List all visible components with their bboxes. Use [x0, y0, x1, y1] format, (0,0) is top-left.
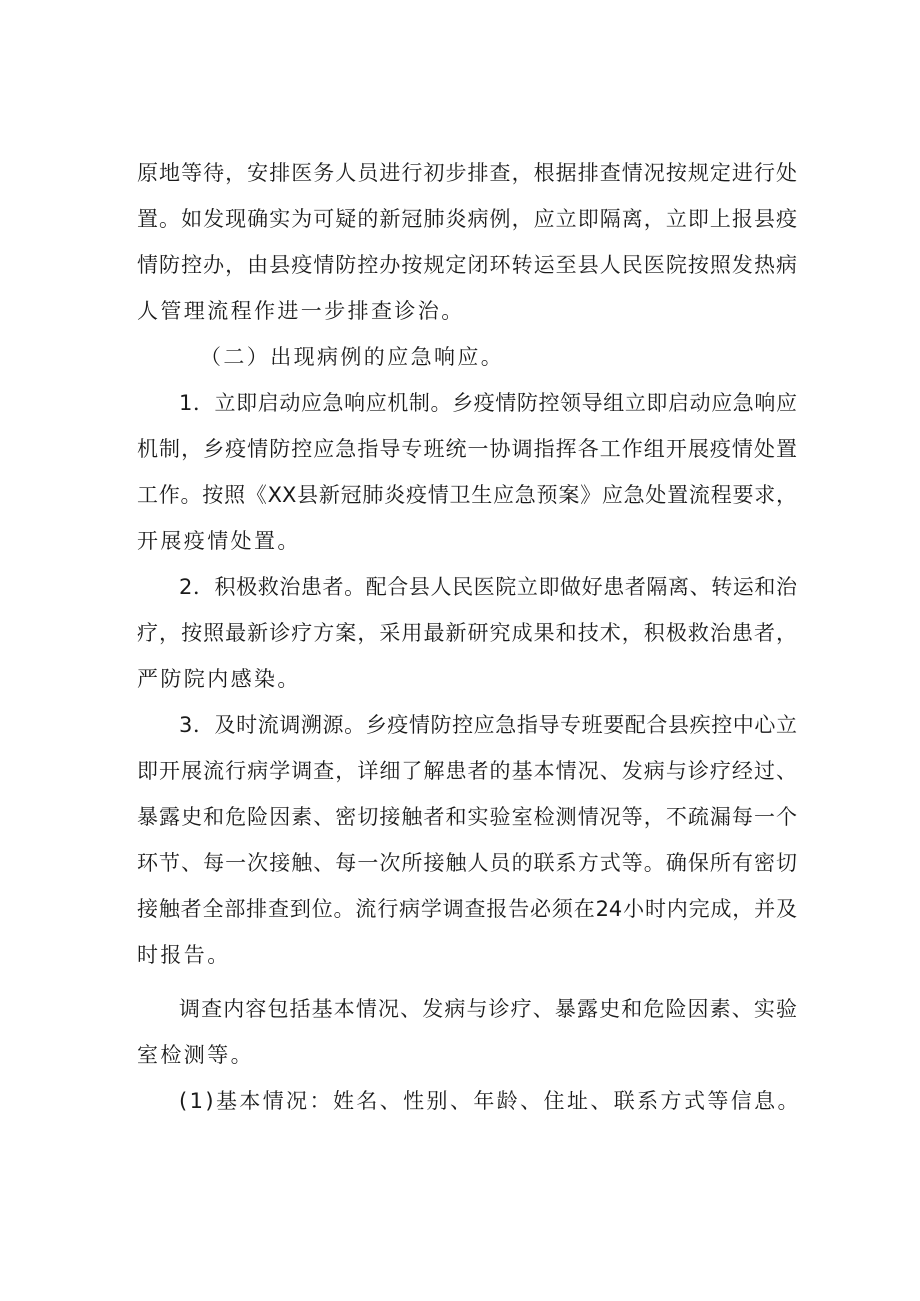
- paragraph-5-line-3: 暴露史和危险因素、密切接触者和实验室检测情况等，不疏漏每一个: [137, 805, 797, 829]
- paragraph-4-line-2: 疗，按照最新诊疗方案，采用最新研究成果和技术，积极救治患者，: [137, 621, 797, 645]
- paragraph-1-line-3: 情防控办，由县疫情防控办按规定闭环转运至县人民医院按照发热病: [137, 253, 797, 277]
- paragraph-3-line-3: 工作。按照《XX县新冠肺炎疫情卫生应急预案》应急处置流程要求，: [137, 483, 797, 507]
- paragraph-6-line-2: 室检测等。: [137, 1043, 254, 1067]
- paragraph-4-line-1: 2．积极救治患者。配合县人民医院立即做好患者隔离、转运和治: [179, 575, 797, 599]
- section-heading: （二）出现病例的应急响应。: [200, 345, 505, 369]
- paragraph-5-line-6: 时报告。: [137, 943, 231, 967]
- paragraph-5-line-1: 3．及时流调溯源。乡疫情防控应急指导专班要配合县疾控中心立: [179, 713, 797, 737]
- paragraph-6-line-1: 调查内容包括基本情况、发病与诊疗、暴露史和危险因素、实验: [179, 997, 797, 1021]
- paragraph-3-line-2: 机制，乡疫情防控应急指导专班统一协调指挥各工作组开展疫情处置: [137, 437, 797, 461]
- paragraph-5-line-2: 即开展流行病学调查，详细了解患者的基本情况、发病与诊疗经过、: [137, 759, 797, 783]
- paragraph-5-line-4: 环节、每一次接触、每一次所接触人员的联系方式等。确保所有密切: [137, 851, 797, 875]
- paragraph-3-line-4: 开展疫情处置。: [137, 529, 301, 553]
- paragraph-1-line-4: 人管理流程作进一步排查诊治。: [137, 299, 465, 323]
- paragraph-3-line-1: 1．立即启动应急响应机制。乡疫情防控领导组立即启动应急响应: [179, 391, 797, 415]
- paragraph-gap: [137, 978, 797, 986]
- body-text: [137, 150, 801, 1124]
- paragraph-7-line-1: (1)基本情况：姓名、性别、年龄、住址、联系方式等信息。: [179, 1089, 801, 1113]
- paragraph-1-line-2: 置。如发现确实为可疑的新冠肺炎病例，应立即隔离，立即上报县疫: [137, 207, 797, 231]
- paragraph-1-line-1: 原地等待，安排医务人员进行初步排查，根据排查情况按规定进行处: [137, 161, 797, 185]
- paragraph-5-line-5: 接触者全部排查到位。流行病学调查报告必须在24小时内完成，并及: [137, 897, 797, 921]
- paragraph-4-line-3: 严防院内感染。: [137, 667, 301, 691]
